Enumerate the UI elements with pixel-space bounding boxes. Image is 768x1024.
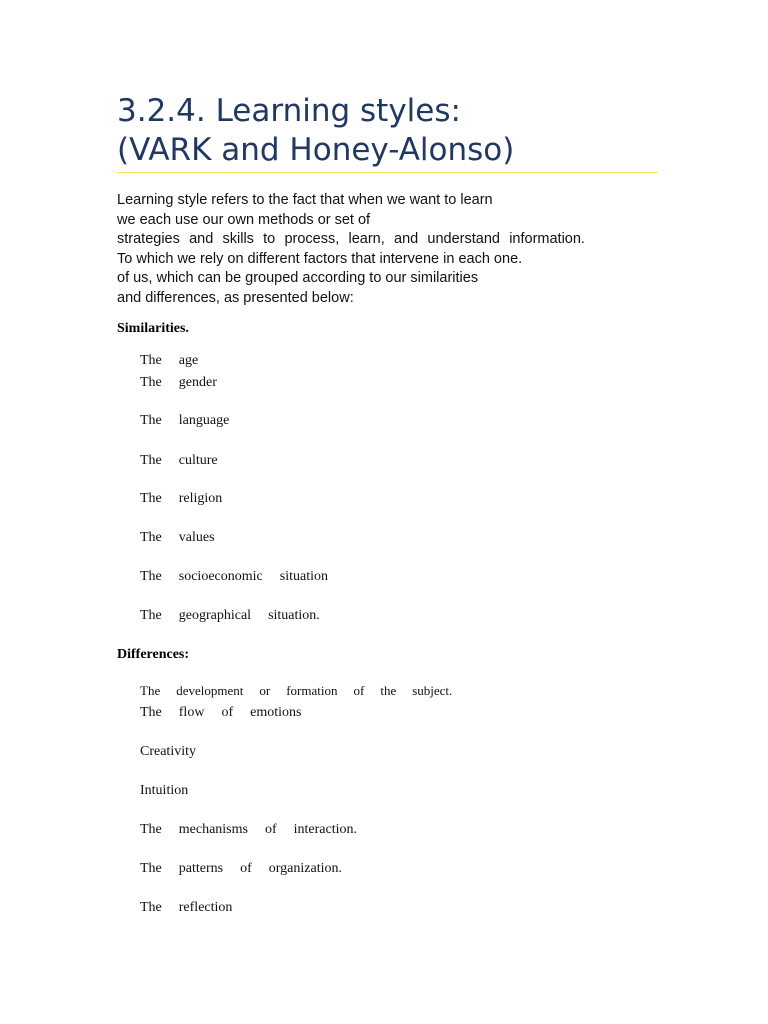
item-word: situation [279, 569, 328, 584]
item-word: emotions [250, 705, 302, 720]
intro-line: Learning style refers to the fact that when we want to learn [117, 192, 493, 208]
item-word: of [353, 683, 365, 698]
item-word: Creativity [140, 744, 196, 759]
intro-line: To which we rely on different factors that intervene in each one. [117, 250, 523, 267]
item-word: values [178, 530, 215, 545]
similarity-item [140, 374, 217, 392]
item-word: subject. [412, 683, 453, 698]
similarity-item [140, 412, 229, 430]
item-word: of [264, 822, 277, 837]
item-word: culture [178, 453, 218, 468]
item-word: The [140, 491, 162, 506]
item-word: gender [178, 375, 217, 390]
item-word: of [240, 861, 252, 876]
similarity-item [140, 529, 215, 547]
item-word: flow [178, 705, 205, 720]
difference-item [140, 704, 301, 722]
item-word: of [221, 705, 234, 720]
item-word: patterns [178, 861, 224, 876]
intro-line: and differences, as presented below: [117, 289, 354, 306]
item-word: organization. [268, 861, 342, 876]
item-word: reflection [178, 900, 233, 915]
similarity-item [140, 607, 320, 625]
intro-paragraph [117, 191, 585, 308]
section-title [117, 92, 677, 170]
item-word: The [140, 861, 162, 876]
item-word: The [140, 683, 161, 698]
intro-word: and [189, 231, 214, 247]
item-word: The [140, 353, 162, 368]
item-word: The [140, 530, 162, 545]
similarity-item [140, 568, 328, 586]
intro-line: we each use our own methods or set of [117, 211, 371, 228]
intro-word: learn, [348, 231, 385, 247]
intro-word: information. [509, 231, 585, 247]
item-word: The [140, 375, 162, 390]
item-word: religion [178, 491, 223, 506]
item-word: The [140, 900, 162, 915]
item-word: socioeconomic [178, 569, 263, 584]
similarities-heading: Similarities. [117, 321, 189, 336]
difference-item [140, 821, 357, 839]
item-word: The [140, 569, 162, 584]
intro-word: skills [222, 231, 254, 247]
difference-item [140, 682, 452, 700]
item-word: language [178, 413, 230, 428]
item-word: the [380, 683, 397, 698]
item-word: mechanisms [178, 822, 248, 837]
difference-item [140, 899, 232, 917]
difference-item [140, 860, 342, 878]
intro-word: process, [284, 231, 340, 247]
similarity-item [140, 352, 198, 370]
section-title-line-1: 3.2.4. Learning styles: [117, 93, 461, 129]
item-word: The [140, 453, 162, 468]
similarity-item [140, 490, 222, 508]
intro-line-justified [117, 230, 585, 250]
intro-word: strategies [117, 231, 180, 247]
intro-word: and [394, 231, 419, 247]
item-word: Intuition [140, 783, 189, 798]
item-word: The [140, 822, 162, 837]
difference-item [140, 782, 188, 800]
item-word: The [140, 413, 162, 428]
similarity-item [140, 452, 218, 470]
differences-heading: Differences: [117, 647, 190, 662]
section-title-line-2: (VARK and Honey-Alonso) [117, 132, 515, 168]
intro-word: understand [427, 231, 500, 247]
difference-item [140, 743, 196, 761]
item-word: development [176, 683, 244, 698]
item-word: The [140, 705, 162, 720]
item-word: geographical [178, 608, 252, 623]
item-word: interaction. [293, 822, 358, 837]
item-word: or [259, 683, 271, 698]
item-word: formation [286, 683, 338, 698]
intro-word: to [263, 231, 276, 247]
title-underline-rule [117, 172, 658, 173]
item-word: situation. [268, 608, 320, 623]
intro-line: of us, which can be grouped according to our similarities [117, 270, 479, 286]
item-word: The [140, 608, 162, 623]
item-word: age [178, 353, 199, 368]
